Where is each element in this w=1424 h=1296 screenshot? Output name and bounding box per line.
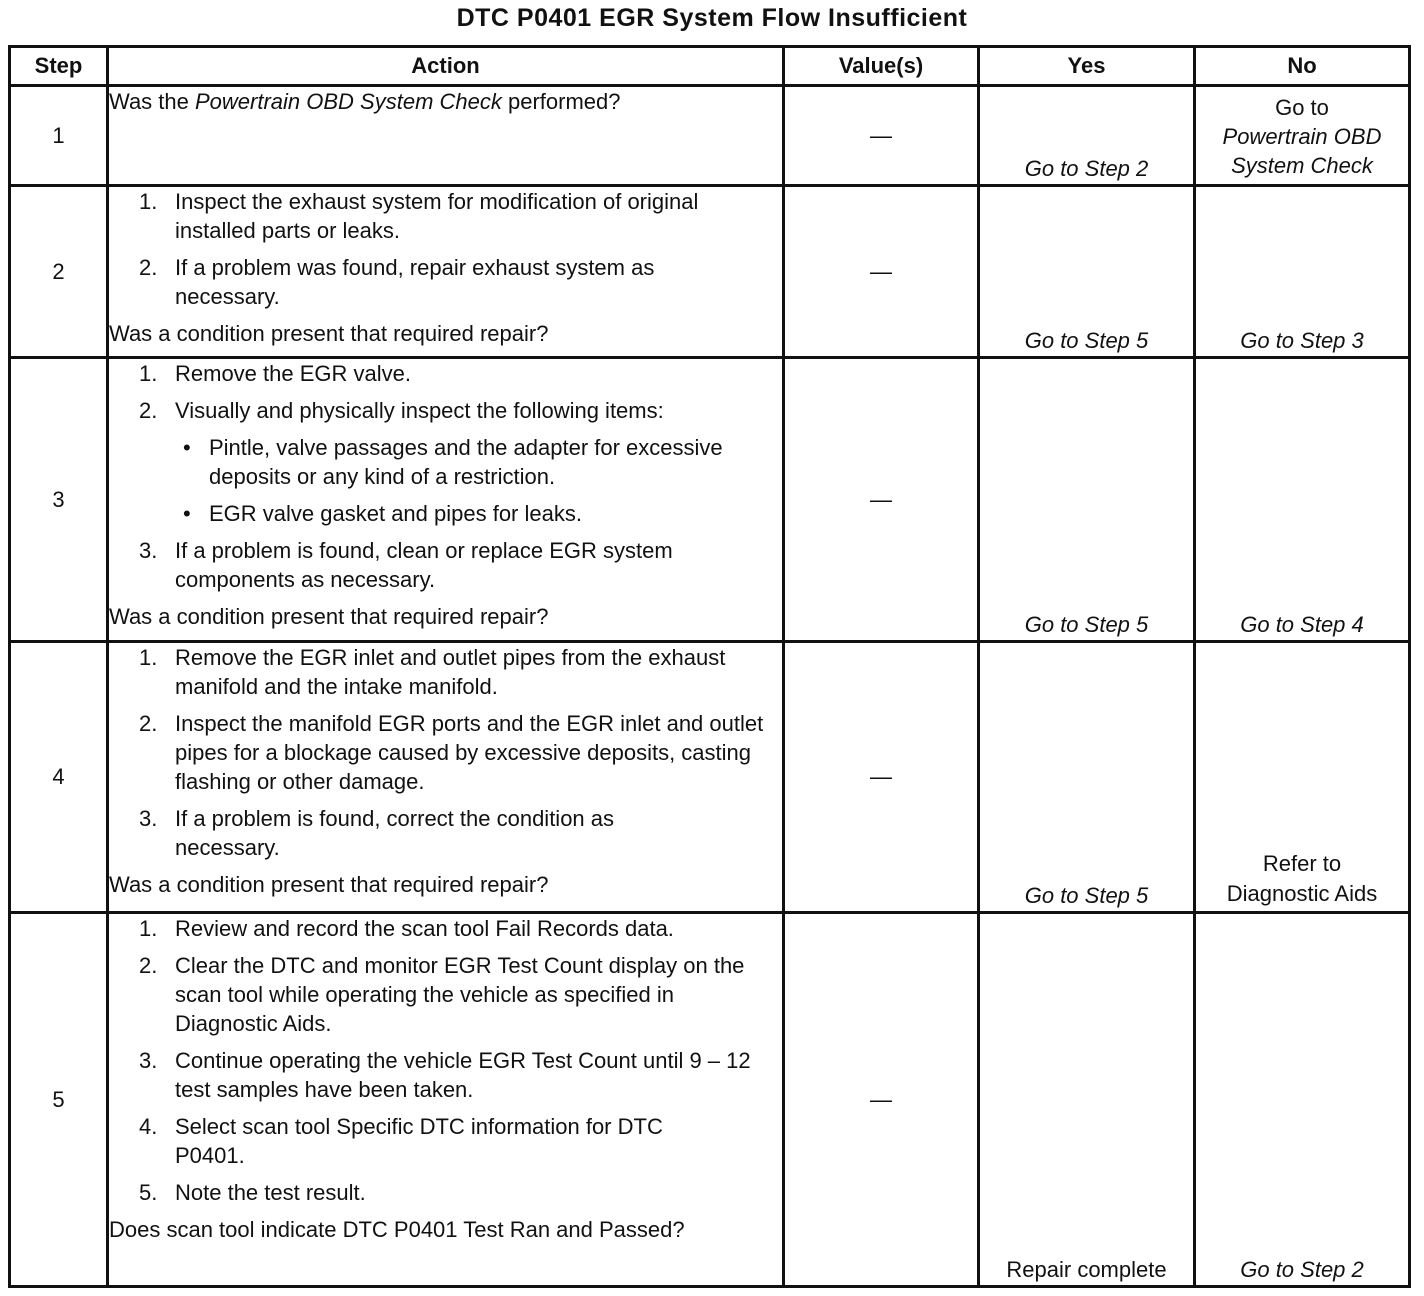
action-cell: [108, 358, 784, 642]
value-cell: —: [784, 358, 979, 642]
table-row-step-4: [10, 642, 1410, 913]
action-question: Does scan tool indicate DTC P0401 Test Ran and Passed?: [109, 1217, 685, 1242]
action-question: Was a condition present that required repair?: [109, 872, 549, 897]
action-text-end: performed?: [501, 89, 621, 114]
obd-check-reference: Powertrain OBD System Check: [195, 89, 502, 114]
step-number: 5: [10, 913, 108, 1287]
action-question: Was a condition present that required repair?: [109, 321, 549, 346]
no-cell: Go to Step 3: [1195, 186, 1410, 358]
step-number: 2: [10, 186, 108, 358]
step-number: 4: [10, 642, 108, 913]
no-cell: [1195, 86, 1410, 186]
value-cell: —: [784, 186, 979, 358]
table-row-step-2: [10, 186, 1410, 358]
action-item: 1. Inspect the exhaust system for modification of original installed parts or leaks.: [139, 189, 699, 243]
header-no: No: [1195, 47, 1410, 86]
header-action: Action: [108, 47, 784, 86]
table-row-step-1: [10, 86, 1410, 186]
action-item: 2. Visually and physically inspect the following items:: [139, 398, 664, 423]
action-cell: [108, 642, 784, 913]
action-cell: [108, 186, 784, 358]
table-row-step-5: [10, 913, 1410, 1287]
no-cell: Go to Step 2: [1195, 913, 1410, 1287]
table-row-step-3: [10, 358, 1410, 642]
step-number: 1: [10, 86, 108, 186]
action-item: 1. Review and record the scan tool Fail Records data.: [139, 916, 674, 941]
action-cell: [108, 913, 784, 1287]
header-values: Value(s): [784, 47, 979, 86]
yes-cell: Go to Step 5: [979, 642, 1195, 913]
step-number: 3: [10, 358, 108, 642]
action-item: 2. If a problem was found, repair exhaust system as necessary.: [139, 255, 655, 309]
table-header-row: [10, 47, 1410, 86]
header-step: Step: [10, 47, 108, 86]
yes-cell: Repair complete: [979, 913, 1195, 1287]
bullet-item: • EGR valve gasket and pipes for leaks.: [183, 501, 582, 526]
action-item: 5. Note the test result.: [139, 1180, 366, 1205]
action-item: 3. If a problem is found, clean or replace EGR system components as necessary.: [139, 538, 673, 592]
page-title: DTC P0401 EGR System Flow Insufficient: [456, 4, 968, 32]
bullet-item: • Pintle, valve passages and the adapter for excessive deposits or any kind of a restriction.: [183, 435, 723, 489]
yes-cell: Go to Step 5: [979, 358, 1195, 642]
action-item: 1. Remove the EGR valve.: [139, 361, 411, 386]
diagnostic-table: [8, 45, 1411, 1288]
yes-cell: Go to Step 2: [979, 86, 1195, 186]
action-item: 2. Clear the DTC and monitor EGR Test Count display on the scan tool while operating the vehicle as specified in Diagnostic Aids.: [139, 953, 745, 1036]
no-line-1: Go to: [1275, 95, 1329, 120]
header-yes: Yes: [979, 47, 1195, 86]
value-cell: —: [784, 86, 979, 186]
action-item: 3. If a problem is found, correct the condition as necessary.: [139, 806, 615, 860]
value-cell: —: [784, 642, 979, 913]
action-item: 2. Inspect the manifold EGR ports and the EGR inlet and outlet pipes for a blockage caused by excessive deposits, casting flashing or other damage.: [139, 711, 764, 794]
no-cell: Go to Step 4: [1195, 358, 1410, 642]
action-cell: [108, 86, 784, 186]
action-text: Was the: [109, 89, 195, 114]
action-question: Was a condition present that required repair?: [109, 604, 549, 629]
no-cell: Refer to Diagnostic Aids: [1195, 642, 1410, 913]
yes-cell: Go to Step 5: [979, 186, 1195, 358]
action-item: 1. Remove the EGR inlet and outlet pipes from the exhaust manifold and the intake manifold.: [139, 645, 726, 699]
no-line-2: Powertrain OBD System Check: [1222, 124, 1382, 178]
action-item: 4. Select scan tool Specific DTC information for DTC P0401.: [139, 1114, 663, 1168]
value-cell: —: [784, 913, 979, 1287]
action-item: 3. Continue operating the vehicle EGR Test Count until 9 – 12 test samples have been taken.: [139, 1048, 751, 1102]
